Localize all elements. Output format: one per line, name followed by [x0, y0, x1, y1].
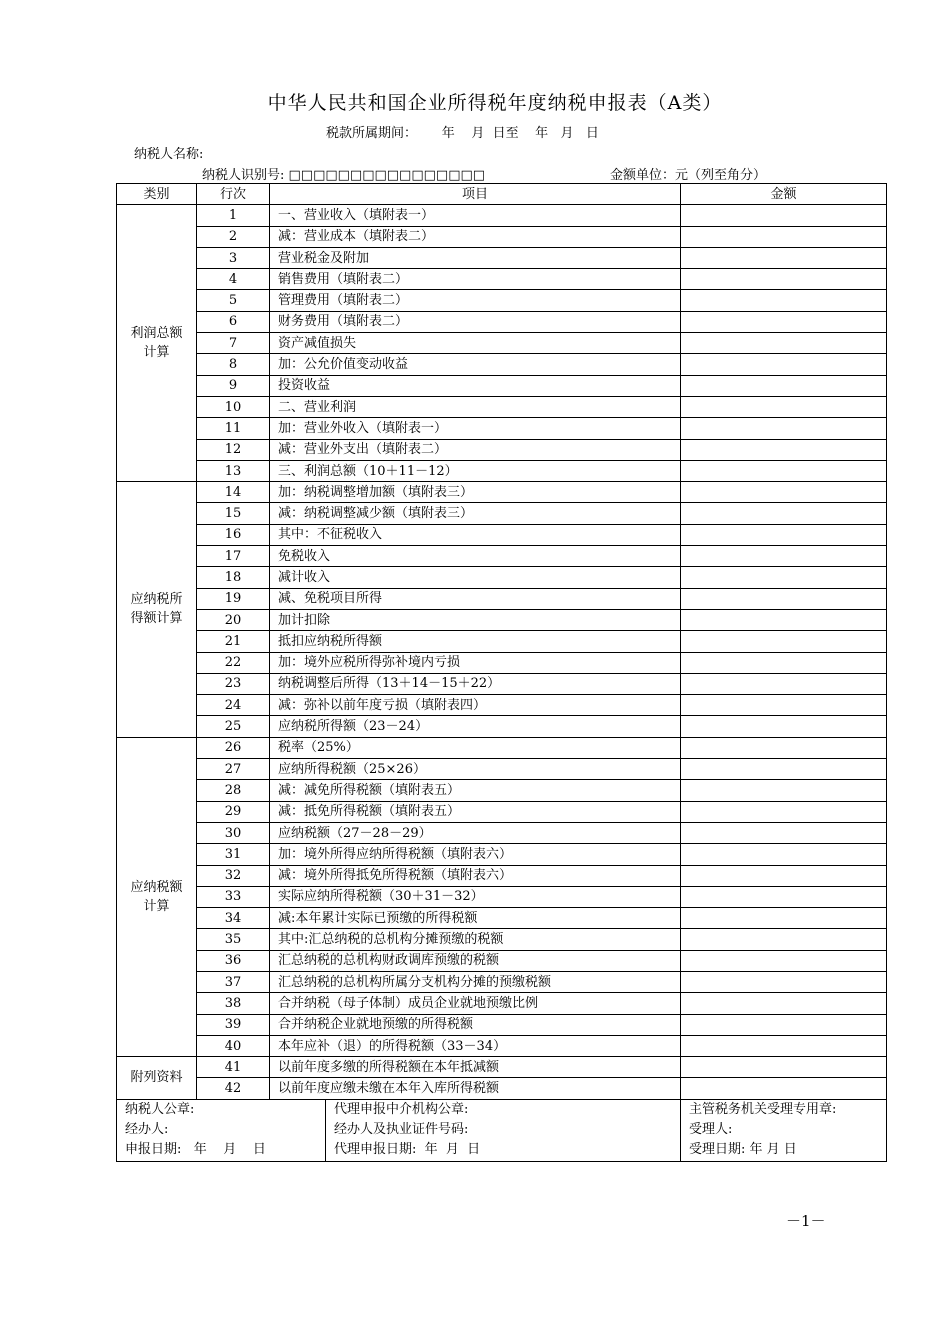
- amount-cell[interactable]: [681, 1014, 887, 1035]
- line-number: 29: [197, 801, 270, 822]
- line-number: 17: [197, 546, 270, 567]
- amount-cell[interactable]: [681, 290, 887, 311]
- table-row: [117, 1057, 887, 1078]
- line-item: 二、营业利润: [270, 396, 681, 417]
- line-number: 28: [197, 780, 270, 801]
- line-number: 23: [197, 673, 270, 694]
- table-header-row: [117, 184, 887, 205]
- column-header-item: 项目: [270, 184, 681, 205]
- table-row: [117, 737, 887, 758]
- line-item: 本年应补（退）的所得税额（33－34）: [270, 1035, 681, 1056]
- line-item: 加：境外所得应纳所得税额（填附表六）: [270, 844, 681, 865]
- category-profit-total: 利润总额计算: [117, 205, 197, 482]
- line-item: 实际应纳所得税额（30＋31－32）: [270, 886, 681, 907]
- amount-cell[interactable]: [681, 269, 887, 290]
- table-row: [117, 652, 887, 673]
- amount-cell[interactable]: [681, 716, 887, 737]
- amount-cell[interactable]: [681, 673, 887, 694]
- line-item: 减：营业成本（填附表二）: [270, 226, 681, 247]
- line-item: 以前年度应缴未缴在本年入库所得税额: [270, 1078, 681, 1099]
- amount-cell[interactable]: [681, 567, 887, 588]
- line-item: 抵扣应纳税所得额: [270, 631, 681, 652]
- line-number: 40: [197, 1035, 270, 1056]
- amount-cell[interactable]: [681, 993, 887, 1014]
- amount-cell[interactable]: [681, 695, 887, 716]
- line-number: 41: [197, 1057, 270, 1078]
- line-number: 3: [197, 247, 270, 268]
- amount-cell[interactable]: [681, 546, 887, 567]
- category-taxable-income: 应纳税所得额计算: [117, 482, 197, 738]
- column-header-line-no: 行次: [197, 184, 270, 205]
- authority-date-label: 受理日期: 年 月 日: [689, 1142, 797, 1157]
- line-item: 减计收入: [270, 567, 681, 588]
- line-item: 销售费用（填附表二）: [270, 269, 681, 290]
- line-number: 32: [197, 865, 270, 886]
- line-item: 其中：不征税收入: [270, 524, 681, 545]
- line-item: 减：营业外支出（填附表二）: [270, 439, 681, 460]
- amount-cell[interactable]: [681, 609, 887, 630]
- authority-signature-block: [681, 1099, 887, 1162]
- line-number: 21: [197, 631, 270, 652]
- amount-cell[interactable]: [681, 737, 887, 758]
- taxpayer-id-label: 纳税人识别号: □□□□□□□□□□□□□□□□: [202, 168, 486, 183]
- line-item: 合并纳税企业就地预缴的所得税额: [270, 1014, 681, 1035]
- line-number: 13: [197, 460, 270, 481]
- amount-cell[interactable]: [681, 482, 887, 503]
- amount-cell[interactable]: [681, 652, 887, 673]
- line-number: 20: [197, 609, 270, 630]
- page-number: －1－: [786, 1212, 826, 1230]
- authority-seal-label: 主管税务机关受理专用章:: [689, 1102, 837, 1117]
- line-item: 纳税调整后所得（13＋14－15＋22）: [270, 673, 681, 694]
- line-item: 财务费用（填附表二）: [270, 311, 681, 332]
- form-title: 中华人民共和国企业所得税年度纳税申报表（A类）: [267, 92, 723, 114]
- table-row: [117, 311, 887, 332]
- line-number: 8: [197, 354, 270, 375]
- agent-handler-label: 经办人及执业证件号码:: [334, 1122, 469, 1137]
- line-item: 减：境外所得抵免所得税额（填附表六）: [270, 865, 681, 886]
- line-number: 35: [197, 929, 270, 950]
- table-row: [117, 1035, 887, 1056]
- table-row: [117, 695, 887, 716]
- amount-cell[interactable]: [681, 950, 887, 971]
- table-row: [117, 780, 887, 801]
- amount-cell[interactable]: [681, 822, 887, 843]
- amount-cell[interactable]: [681, 886, 887, 907]
- line-item: 一、营业收入（填附表一）: [270, 205, 681, 226]
- amount-cell[interactable]: [681, 588, 887, 609]
- line-number: 39: [197, 1014, 270, 1035]
- table-row: [117, 375, 887, 396]
- line-item: 减：弥补以前年度亏损（填附表四）: [270, 695, 681, 716]
- line-number: 10: [197, 396, 270, 417]
- line-item: 加计扣除: [270, 609, 681, 630]
- amount-cell[interactable]: [681, 908, 887, 929]
- table-row: [117, 716, 887, 737]
- line-number: 16: [197, 524, 270, 545]
- line-item: 以前年度多缴的所得税额在本年抵减额: [270, 1057, 681, 1078]
- line-item: 免税收入: [270, 546, 681, 567]
- agent-signature-block: [326, 1099, 681, 1162]
- line-item: 其中:汇总纳税的总机构分摊预缴的税额: [270, 929, 681, 950]
- table-row: [117, 290, 887, 311]
- amount-cell[interactable]: [681, 247, 887, 268]
- table-row: [117, 460, 887, 481]
- line-item: 三、利润总额（10＋11－12）: [270, 460, 681, 481]
- taxpayer-handler-label: 经办人:: [125, 1122, 169, 1137]
- table-row: [117, 609, 887, 630]
- line-item: 投资收益: [270, 375, 681, 396]
- taxpayer-date-label: 申报日期: 年 月 日: [125, 1142, 266, 1157]
- table-row: [117, 354, 887, 375]
- line-number: 25: [197, 716, 270, 737]
- line-number: 9: [197, 375, 270, 396]
- taxpayer-signature-block: [117, 1099, 326, 1162]
- amount-cell[interactable]: [681, 375, 887, 396]
- table-row: [117, 524, 887, 545]
- amount-cell[interactable]: [681, 971, 887, 992]
- line-number: 4: [197, 269, 270, 290]
- line-number: 15: [197, 503, 270, 524]
- line-number: 34: [197, 908, 270, 929]
- line-number: 36: [197, 950, 270, 971]
- line-number: 12: [197, 439, 270, 460]
- amount-cell[interactable]: [681, 780, 887, 801]
- line-item: 营业税金及附加: [270, 247, 681, 268]
- signature-table: [116, 1099, 887, 1162]
- line-item: 减:本年累计实际已预缴的所得税额: [270, 908, 681, 929]
- table-row: [117, 396, 887, 417]
- amount-cell[interactable]: [681, 503, 887, 524]
- line-item: 加：公允价值变动收益: [270, 354, 681, 375]
- line-item: 税率（25%）: [270, 737, 681, 758]
- amount-cell[interactable]: [681, 844, 887, 865]
- line-item: 减、免税项目所得: [270, 588, 681, 609]
- amount-cell[interactable]: [681, 333, 887, 354]
- taxpayer-name-label: 纳税人名称:: [134, 147, 204, 162]
- amount-cell[interactable]: [681, 801, 887, 822]
- table-row: [117, 269, 887, 290]
- line-number: 42: [197, 1078, 270, 1099]
- table-row: [117, 801, 887, 822]
- line-number: 27: [197, 759, 270, 780]
- line-number: 22: [197, 652, 270, 673]
- line-number: 5: [197, 290, 270, 311]
- line-number: 7: [197, 333, 270, 354]
- table-row: [117, 673, 887, 694]
- taxpayer-seal-label: 纳税人公章:: [125, 1102, 195, 1117]
- line-item: 合并纳税（母子体制）成员企业就地预缴比例: [270, 993, 681, 1014]
- line-number: 6: [197, 311, 270, 332]
- line-number: 2: [197, 226, 270, 247]
- line-item: 减：减免所得税额（填附表五）: [270, 780, 681, 801]
- line-number: 37: [197, 971, 270, 992]
- amount-cell[interactable]: [681, 865, 887, 886]
- amount-cell[interactable]: [681, 1078, 887, 1099]
- table-row: [117, 333, 887, 354]
- line-item: 加：纳税调整增加额（填附表三）: [270, 482, 681, 503]
- amount-cell[interactable]: [681, 418, 887, 439]
- line-item: 应纳税额（27－28－29）: [270, 822, 681, 843]
- line-number: 18: [197, 567, 270, 588]
- table-row: [117, 865, 887, 886]
- table-row: [117, 247, 887, 268]
- amount-cell[interactable]: [681, 205, 887, 226]
- table-row: [117, 844, 887, 865]
- line-number: 33: [197, 886, 270, 907]
- line-item: 减：纳税调整减少额（填附表三）: [270, 503, 681, 524]
- line-number: 30: [197, 822, 270, 843]
- line-item: 管理费用（填附表二）: [270, 290, 681, 311]
- tax-return-table: [116, 183, 887, 1100]
- line-number: 31: [197, 844, 270, 865]
- line-item: 减：抵免所得税额（填附表五）: [270, 801, 681, 822]
- agent-date-label: 代理申报日期: 年 月 日: [334, 1142, 481, 1157]
- agent-seal-label: 代理申报中介机构公章:: [334, 1102, 469, 1117]
- line-number: 19: [197, 588, 270, 609]
- line-item: 汇总纳税的总机构所属分支机构分摊的预缴税额: [270, 971, 681, 992]
- amount-cell[interactable]: [681, 226, 887, 247]
- table-row: [117, 908, 887, 929]
- line-item: 应纳税所得额（23－24）: [270, 716, 681, 737]
- column-header-amount: 金额: [681, 184, 887, 205]
- amount-cell[interactable]: [681, 929, 887, 950]
- category-tax-payable: 应纳税额计算: [117, 737, 197, 1056]
- tax-period-line: 税款所属期间： 年 月 日至 年 月 日: [326, 126, 599, 141]
- amount-unit-label: 金额单位：元（列至角分）: [610, 168, 767, 183]
- category-supplementary: 附列资料: [117, 1057, 197, 1100]
- table-row: [117, 439, 887, 460]
- table-row: [117, 503, 887, 524]
- amount-cell[interactable]: [681, 759, 887, 780]
- table-row: [117, 567, 887, 588]
- table-row: [117, 993, 887, 1014]
- table-row: [117, 822, 887, 843]
- amount-cell[interactable]: [681, 311, 887, 332]
- line-item: 加：境外应税所得弥补境内亏损: [270, 652, 681, 673]
- line-item: 资产减值损失: [270, 333, 681, 354]
- line-number: 11: [197, 418, 270, 439]
- amount-cell[interactable]: [681, 631, 887, 652]
- table-row: [117, 482, 887, 503]
- table-row: [117, 759, 887, 780]
- line-number: 26: [197, 737, 270, 758]
- amount-cell[interactable]: [681, 354, 887, 375]
- table-row: [117, 1014, 887, 1035]
- amount-cell[interactable]: [681, 396, 887, 417]
- table-row: [117, 631, 887, 652]
- column-header-category: 类别: [117, 184, 197, 205]
- amount-cell[interactable]: [681, 1057, 887, 1078]
- table-row: [117, 929, 887, 950]
- table-row: [117, 886, 887, 907]
- line-number: 38: [197, 993, 270, 1014]
- table-row: [117, 1078, 887, 1099]
- table-row: [117, 588, 887, 609]
- amount-cell[interactable]: [681, 1035, 887, 1056]
- table-row: [117, 205, 887, 226]
- table-row: [117, 226, 887, 247]
- line-number: 24: [197, 695, 270, 716]
- line-number: 14: [197, 482, 270, 503]
- table-row: [117, 418, 887, 439]
- amount-cell[interactable]: [681, 524, 887, 545]
- line-item: 汇总纳税的总机构财政调库预缴的税额: [270, 950, 681, 971]
- amount-cell[interactable]: [681, 460, 887, 481]
- authority-receiver-label: 受理人:: [689, 1122, 733, 1137]
- table-row: [117, 546, 887, 567]
- line-item: 应纳所得税额（25×26）: [270, 759, 681, 780]
- amount-cell[interactable]: [681, 439, 887, 460]
- table-row: [117, 971, 887, 992]
- table-row: [117, 950, 887, 971]
- line-number: 1: [197, 205, 270, 226]
- line-item: 加：营业外收入（填附表一）: [270, 418, 681, 439]
